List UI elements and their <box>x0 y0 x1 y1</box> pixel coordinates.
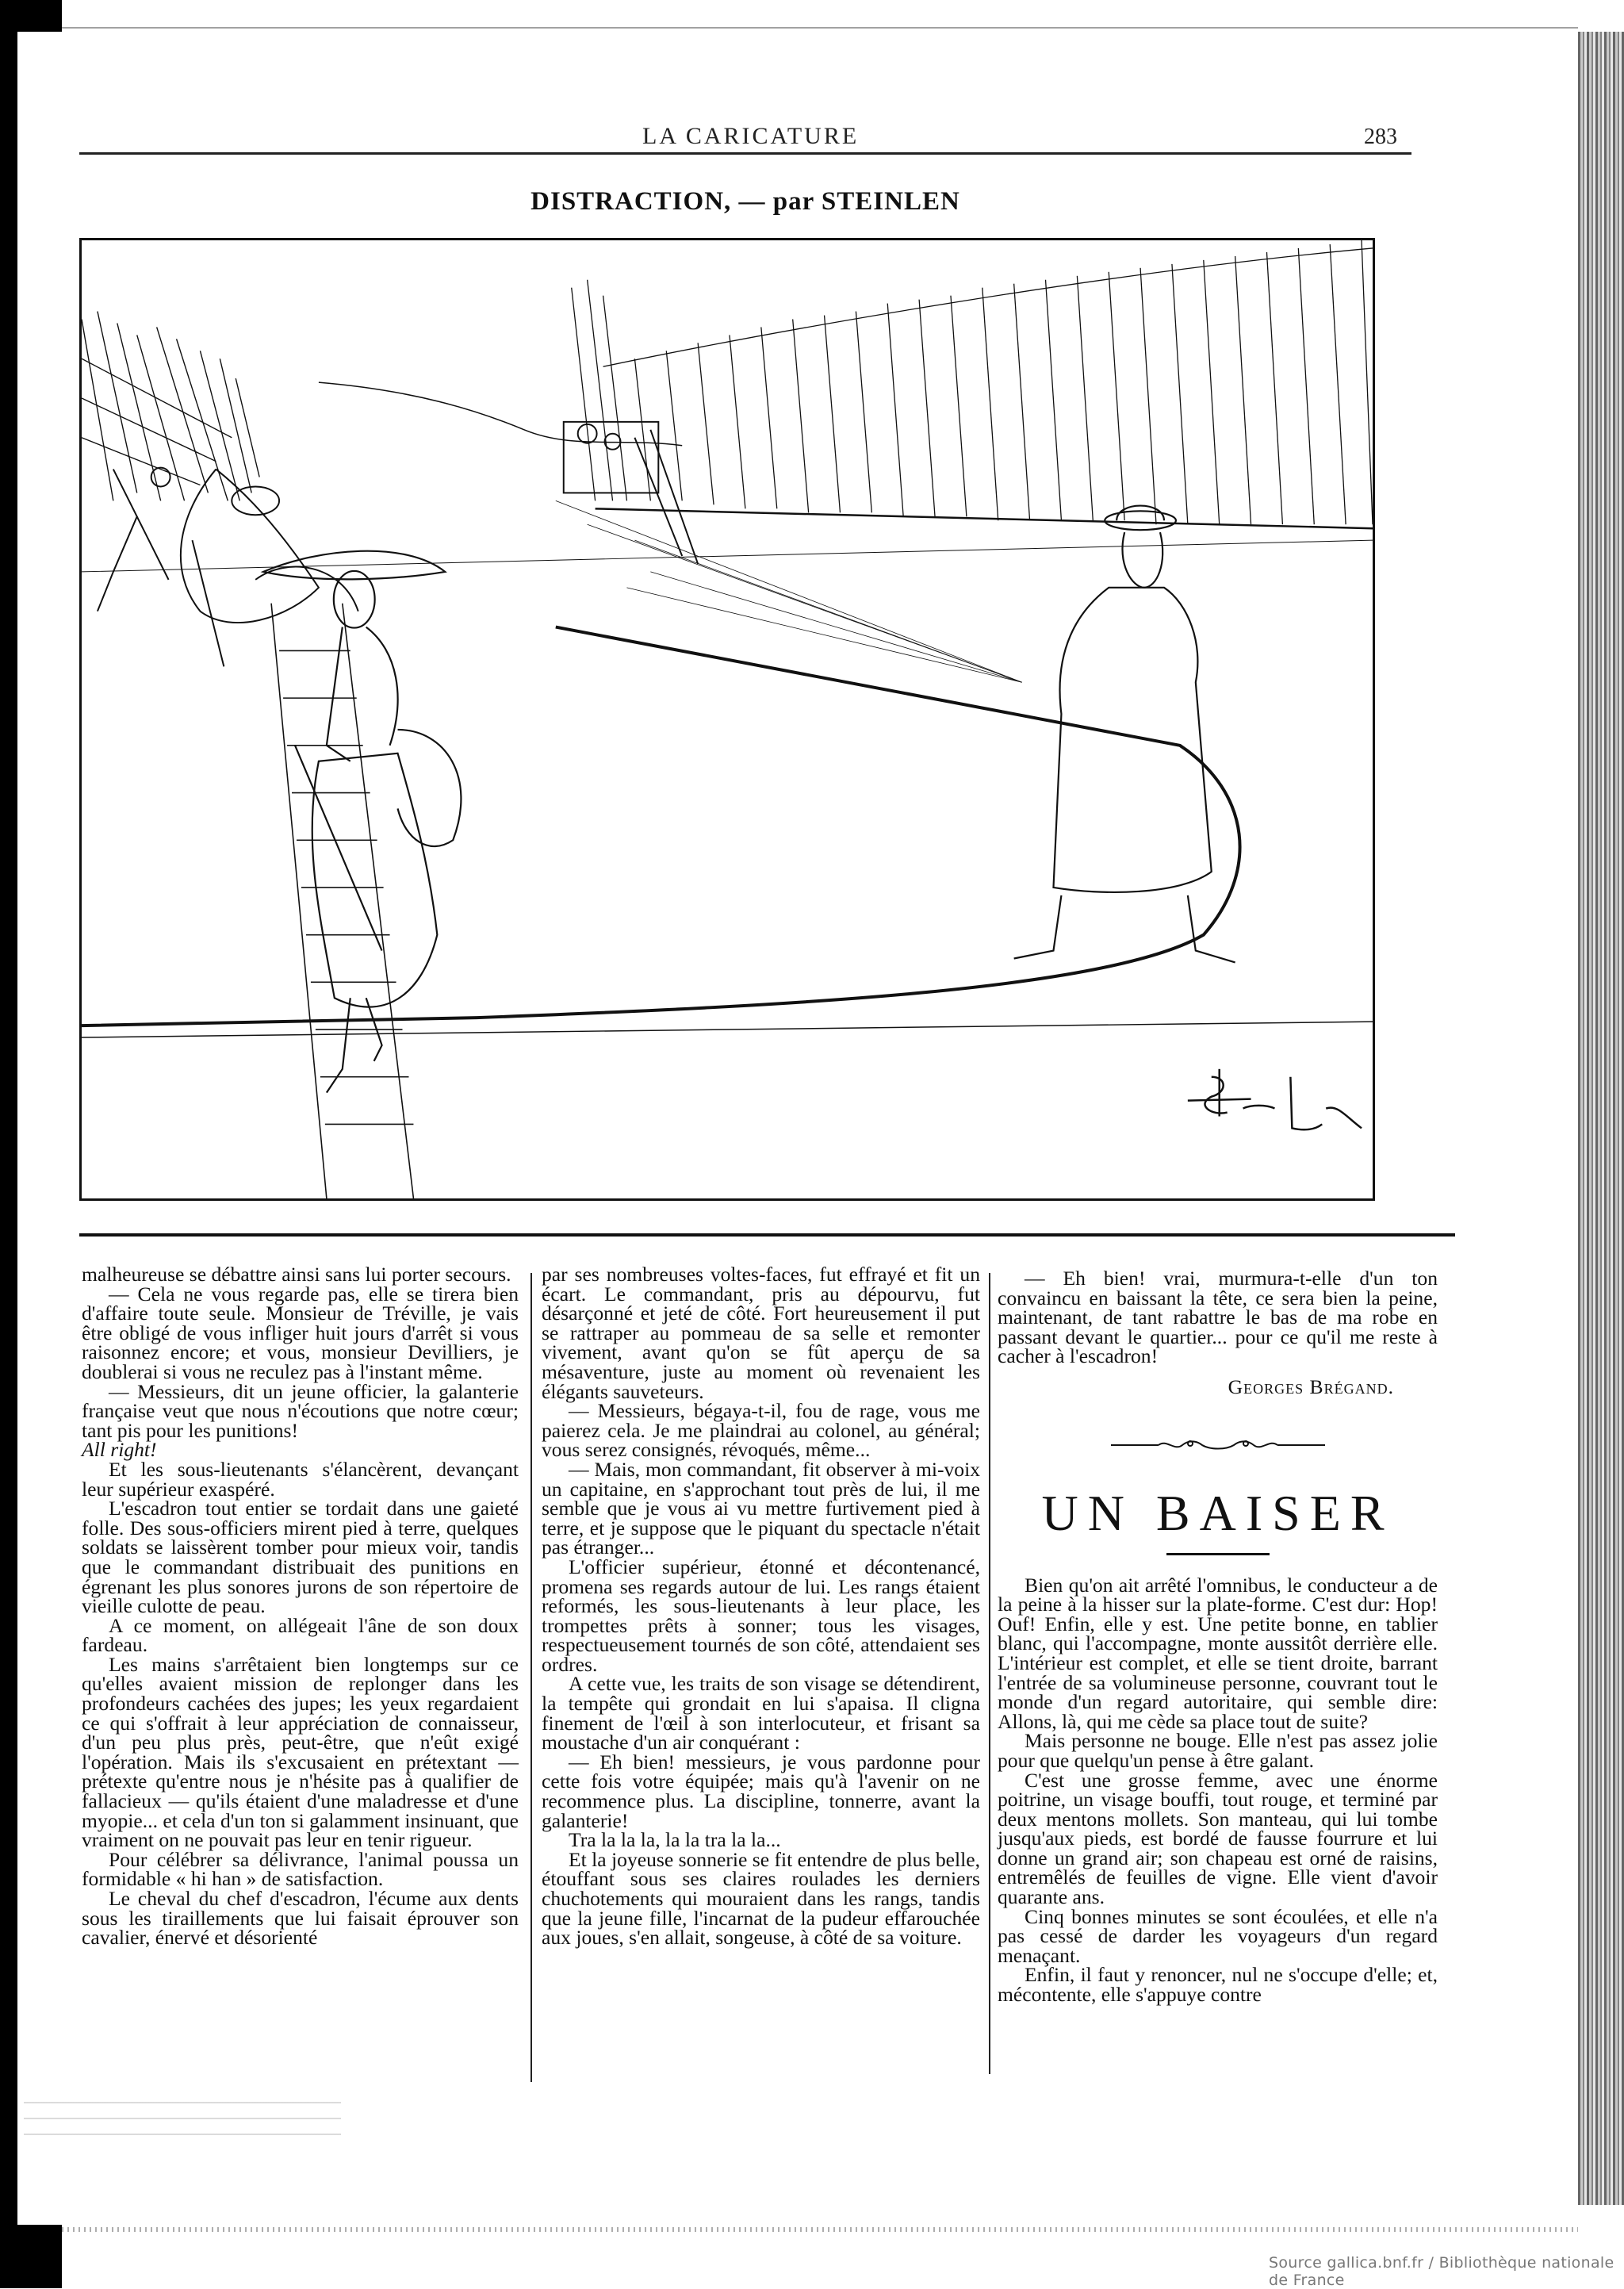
scan-top-edge <box>62 27 1578 29</box>
paragraph: L'officier supérieur, étonné et décontenancé, promena ses regards autour de lui. Les rangs étaient reformés, les sous-lieutenants à leur place, les trompettes prêts à sonner; tous les visages, respectueusement tournés de son côté, attendaient ses ordres. <box>542 1555 980 1676</box>
paragraph: Cinq bonnes minutes se sont écoulées, et elle n'a pas cessé de darder les voyageurs d'un regard menaçant. <box>998 1904 1438 1967</box>
paragraph: — Eh bien! messieurs, je vous pardonne pour cette fois votre équipée; mais qu'à l'avenir on ne recommence plus. La discipline, tonnerre, avant la galanterie! <box>542 1750 980 1832</box>
illustration-title: DISTRACTION, — par STEINLEN <box>530 187 960 216</box>
running-head <box>555 123 1427 155</box>
artist-signature-mark <box>1188 1069 1362 1129</box>
page-binding-edge <box>1578 32 1624 2205</box>
paragraph-italic: All right! <box>82 1438 157 1462</box>
scan-edge-left <box>0 0 17 2276</box>
paragraph: par ses nombreuses voltes-faces, fut effrayé et fit un écart. Le commandant, pris au dépourvu, fut désarçonné et jeté de côté. Fort heureusement il put se rattraper au pommeau de sa selle et remonter vivement, avant qu'on se fût aperçu de sa mésaventure, juste au moment où revenaient les élégants sauveteurs. <box>542 1263 980 1403</box>
journal-title: LA CARICATURE <box>642 123 860 149</box>
title-rule <box>1166 1553 1270 1555</box>
article-title: UN BAISER <box>1041 1484 1394 1541</box>
paragraph: Tra la la la, la la tra la la... <box>569 1828 781 1852</box>
bleed-through-noise <box>24 2094 341 2141</box>
lady-figure <box>263 551 461 1093</box>
paragraph: Bien qu'on ait arrêté l'omnibus, le conducteur a de la peine à la hisser sur la plate-forme. C'est dur: Hop! Ouf! Enfin, elle y est. Une petite bonne, en tablier blanc, qui l'accompagne, monte aussitôt derrière elle. L'intérieur est complet, et elle se tient droite, barrant l'entrée de sa volumineuse personne, couvrant tout le monde d'un regard autoritaire, qui semble dire: Allons, là, qui me cède sa place tout de suite? <box>998 1573 1438 1733</box>
paragraph: — Mais, mon commandant, fit observer à mi-voix un capitaine, en s'approchant tout près de lui, il me semble que je vous ai vu mettre furtivement pied à terre, et je suppose que le piquant du spectacle n'était pas étranger... <box>542 1457 980 1559</box>
paragraph: Les mains s'arrêtaient bien longtemps sur ce qu'elles avaient mission de replonger dans les profondeurs cachées des jupes; les yeux regardaient ce qui s'offrait à leur appréciation de connaisseur, d'un peu plus près, peut-être, que n'eût exigé l'opération. Mais ils s'excusaient en prétextant — prétexte qu'entre nous je n'hésite pas à qualifier de fallacieux — qu'ils étaient d'une maladresse et d'une myopie... et cela d'un ton si galamment insinuant, que vraiment on ne pouvait pas leur en tenir rigueur. <box>82 1652 519 1852</box>
text-column-1 <box>82 1265 519 1948</box>
left-figures <box>98 468 358 667</box>
column-divider <box>530 1273 532 2082</box>
paragraph: Pour célébrer sa délivrance, l'animal poussa un formidable « hi han » de satisfaction. <box>82 1847 519 1891</box>
paragraph: Mais personne ne bouge. Elle n'est pas assez jolie pour que quelqu'un pense à être galant. <box>998 1729 1438 1772</box>
hose <box>82 627 1240 1026</box>
paragraph: C'est une grosse femme, avec une énorme poitrine, un visage bouffi, tout rouge, et terminé par deux mentons mollets. Son manteau, qui lui tombe jusqu'aux pieds, est bordé de fausse fourrure et lui donne un grand air; son chapeau est orné de raisins, entremêlés de feuilles de vigne. Elle vient d'avoir quarante ans. <box>998 1768 1438 1909</box>
page-number: 283 <box>1364 125 1397 149</box>
scan-corner-top-left <box>0 0 62 32</box>
stone-path <box>271 604 413 1198</box>
paragraph: A cette vue, les traits de son visage se détendirent, la tempête qui grondait en lui s'apaisa. Il cligna finement de l'œil à son interlocuteur, et frisant sa moustache d'un air conquérant : <box>542 1672 980 1754</box>
text-column-2 <box>542 1265 980 1948</box>
source-credit: Source gallica.bnf.fr / Bibliothèque nationale de France <box>1269 2254 1614 2289</box>
illustration-bottom-rule <box>79 1233 1455 1237</box>
paragraph: — Eh bien! vrai, murmura-t-elle d'un ton convaincu en baissant la tête, ce sera bien la peine, maintenant, de tant rabattre le bas de ma robe en passant devant le quartier... pour ce qu'il me reste à cacher à l'escadron! <box>998 1267 1438 1368</box>
scan-corner-bottom-left <box>0 2225 62 2288</box>
forest <box>572 240 1373 528</box>
paragraph: — Cela ne vous regarde pas, elle se tirera bien d'affaire toute seule. Monsieur de Tréville, je vais être obligé de vous infliger huit jours d'arrêt si vous raisonnez encore; et vous, monsieur Devilliers, je doublerai si vous ne reculez pas à l'instant même. <box>82 1282 519 1383</box>
paragraph: L'escadron tout entier se tordait dans une gaieté folle. Des sous-officiers mirent pied à terre, quelques soldats se laissèrent tomber pour mieux voir, tandis que le commandant distribuait des punitions en égrenant les plus sonores jurons de son répertoire de vieille culotte de peau. <box>82 1497 519 1618</box>
ornament-divider-icon <box>1111 1436 1325 1455</box>
left-bush <box>82 312 259 501</box>
paragraph: Le cheval du chef d'escadron, l'écume aux dents sous les tiraillements que lui faisait éprouver son cavalier, énervé et désorienté <box>82 1887 519 1950</box>
paragraph: Et les sous-lieutenants s'élancèrent, devançant leur supérieur exaspéré. <box>82 1457 519 1501</box>
steinlen-drawing <box>82 240 1373 1198</box>
water-spray <box>556 500 1022 682</box>
paragraph: Et la joyeuse sonnerie se fit entendre de plus belle, étouffant sous ses claires roulades les derniers chuchotements qui mouraient dans les rangs, tandis que la jeune fille, l'incarnat de la pudeur effarouchée aux joues, s'en allait, songeuse, à côté de sa voiture. <box>542 1847 980 1950</box>
paragraph: Enfin, il faut y renoncer, nul ne s'occupe d'elle; et, mécontente, elle s'appuye contre <box>998 1963 1438 2007</box>
author-signature: Georges Brégand. <box>1228 1375 1394 1398</box>
text-column-3 <box>998 1269 1438 2005</box>
hill-line <box>319 382 682 446</box>
paragraph: — Messieurs, bégaya-t-il, fou de rage, vous me paierez cela. Je me plaindrai au colonel, au général; vous serez consignés, révoqués, même... <box>542 1399 980 1462</box>
column-divider <box>989 1273 990 2074</box>
illustration-frame <box>79 238 1375 1201</box>
scan-bottom-edge <box>62 2227 1578 2232</box>
paragraph: A ce moment, on allégeait l'âne de son doux fardeau. <box>82 1613 519 1657</box>
paragraph: malheureuse se débattre ainsi sans lui porter secours. <box>82 1263 511 1286</box>
paragraph: — Messieurs, dit un jeune officier, la galanterie française veut que nous n'écoutions que notre cœur; tant pis pour les punitions! <box>82 1379 519 1442</box>
carriage <box>564 422 698 564</box>
header-rule <box>79 152 1411 155</box>
